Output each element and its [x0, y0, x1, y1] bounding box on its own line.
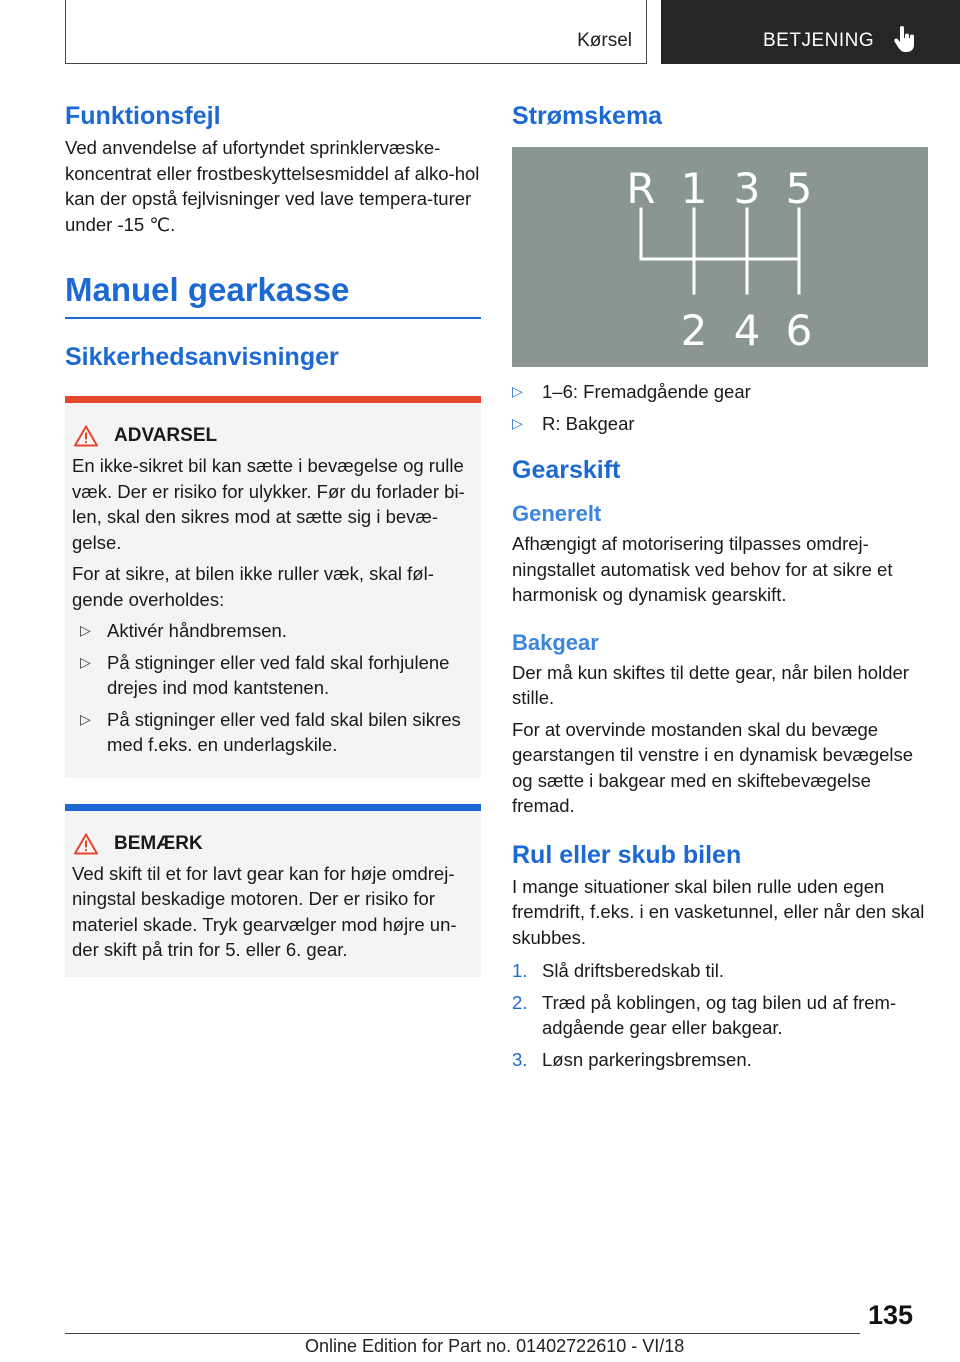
- header-chapter-tab: [661, 0, 960, 64]
- warning-box: [65, 396, 481, 778]
- note-text: Ved skift til et for lavt gear kan for høje omdrej-ningstal beskadige motoren. Der er risiko for materiel skade. Tryk gearvælger mod højre un-der skift på trin for 5. eller 6. gear.: [72, 862, 457, 960]
- list-item-text: På stigninger eller ved fald skal forhjulene drejes ind mod kantstenen.: [107, 651, 450, 698]
- footer-edition: Online Edition for Part no. 01402722610 - VI/18: [305, 1336, 685, 1356]
- list-item-text: På stigninger eller ved fald skal bilen sikres med f.eks. en underlagskile.: [107, 708, 461, 755]
- note-box: [65, 804, 481, 977]
- diagram-heading: Strømskema: [512, 102, 663, 130]
- step-number: 1.: [512, 960, 528, 981]
- triangle-bullet-icon: ▷: [80, 710, 91, 727]
- gearshift-heading: Gearskift: [512, 456, 621, 484]
- step-text: Slå driftsberedskab til.: [542, 960, 725, 981]
- step-number: 3.: [512, 1048, 528, 1070]
- gear-shift-diagram: [512, 147, 928, 367]
- general-heading: Generelt: [512, 501, 602, 526]
- warning-triangle-icon: [74, 425, 98, 447]
- list-item: [512, 411, 928, 437]
- step-text: Løsn parkeringsbremsen.: [542, 1048, 752, 1070]
- list-item-text: Aktivér håndbremsen.: [107, 620, 287, 641]
- reverse-text-1: Der må kun skiftes til dette gear, når bilen holder stille.: [512, 661, 909, 708]
- warning-label: ADVARSEL: [114, 425, 218, 446]
- right-column: [512, 100, 928, 1078]
- note-title: [74, 833, 474, 855]
- list-item-text: R: Bakgear: [542, 412, 635, 434]
- triangle-bullet-icon: ▷: [512, 383, 523, 399]
- general-text: Afhængigt af motorisering tilpasses omdrej-ningstallet automatisk ved behov for at sikre et harmonisk og dynamisk gearskift.: [512, 533, 893, 605]
- warning-triangle-icon: [74, 833, 98, 855]
- fault-text: Ved anvendelse af ufortyndet sprinklervæske-koncentrat eller frostbeskyttelsesmiddel af alko-hol kan der opstå fejlvisninger ved lave tempera-turer under -15 ℃.: [65, 137, 480, 235]
- left-column: [65, 100, 481, 977]
- header-chapter-label: BETJENING: [763, 30, 875, 51]
- roll-text: I mange situationer skal bilen rulle uden egen fremdrift, f.eks. i en vasketunnel, eller når den skal skubbes.: [512, 875, 925, 948]
- list-item: [512, 1047, 928, 1073]
- triangle-bullet-icon: ▷: [80, 622, 91, 638]
- gear-label-r: R: [626, 164, 656, 213]
- list-item-text: 1–6: Fremadgående gear: [542, 381, 751, 402]
- list-item: [72, 707, 474, 758]
- triangle-bullet-icon: ▷: [80, 653, 91, 670]
- reverse-text-2: For at overvinde mostanden skal du bevæge gearstangen til venstre i en dynamisk bevægelse og sætte i bakgear med en skiftebevægelse fremad.: [512, 718, 914, 816]
- reverse-heading: Bakgear: [512, 629, 599, 655]
- fault-heading: Funktionsfejl: [65, 102, 221, 130]
- gear-label-3: 3: [733, 164, 761, 213]
- note-label: BEMÆRK: [114, 832, 203, 854]
- page-number: 135: [868, 1300, 914, 1330]
- warning-text-2: For at sikre, at bilen ikke ruller væk, skal føl-gende overholdes:: [72, 563, 434, 610]
- list-item: [72, 618, 474, 644]
- step-number: 2.: [512, 991, 528, 1013]
- warning-title: [74, 425, 474, 447]
- header-section-label: Kørsel: [577, 30, 632, 51]
- roll-heading: Rul eller skub bilen: [512, 840, 742, 869]
- list-item: [512, 990, 928, 1041]
- gear-label-4: 4: [733, 306, 761, 355]
- diagram-legend: [512, 379, 928, 436]
- triangle-bullet-icon: ▷: [512, 414, 523, 431]
- list-item: [512, 958, 928, 984]
- hand-pointer-icon: [893, 26, 917, 54]
- safety-heading: Sikkerhedsanvisninger: [65, 343, 339, 371]
- header-section-tab: [65, 0, 647, 64]
- gear-label-5: 5: [785, 164, 813, 213]
- gear-label-1: 1: [680, 164, 708, 213]
- step-text: Træd på koblingen, og tag bilen ud af frem-adgående gear eller bakgear.: [542, 991, 897, 1038]
- gear-label-6: 6: [785, 306, 813, 355]
- list-item: [512, 379, 928, 405]
- gear-label-2: 2: [680, 306, 708, 355]
- footer-divider: [65, 1333, 860, 1334]
- warning-list: [72, 618, 474, 758]
- chapter-heading: Manuel gearkasse: [65, 271, 481, 319]
- list-item: [72, 650, 474, 701]
- warning-text-1: En ikke-sikret bil kan sætte i bevægelse og rulle væk. Der er risiko for ulykker. Før du forlader bi-len, skal den sikres mod at sætte sig i bevæ-gelse.: [72, 455, 465, 553]
- roll-steps: [512, 958, 928, 1072]
